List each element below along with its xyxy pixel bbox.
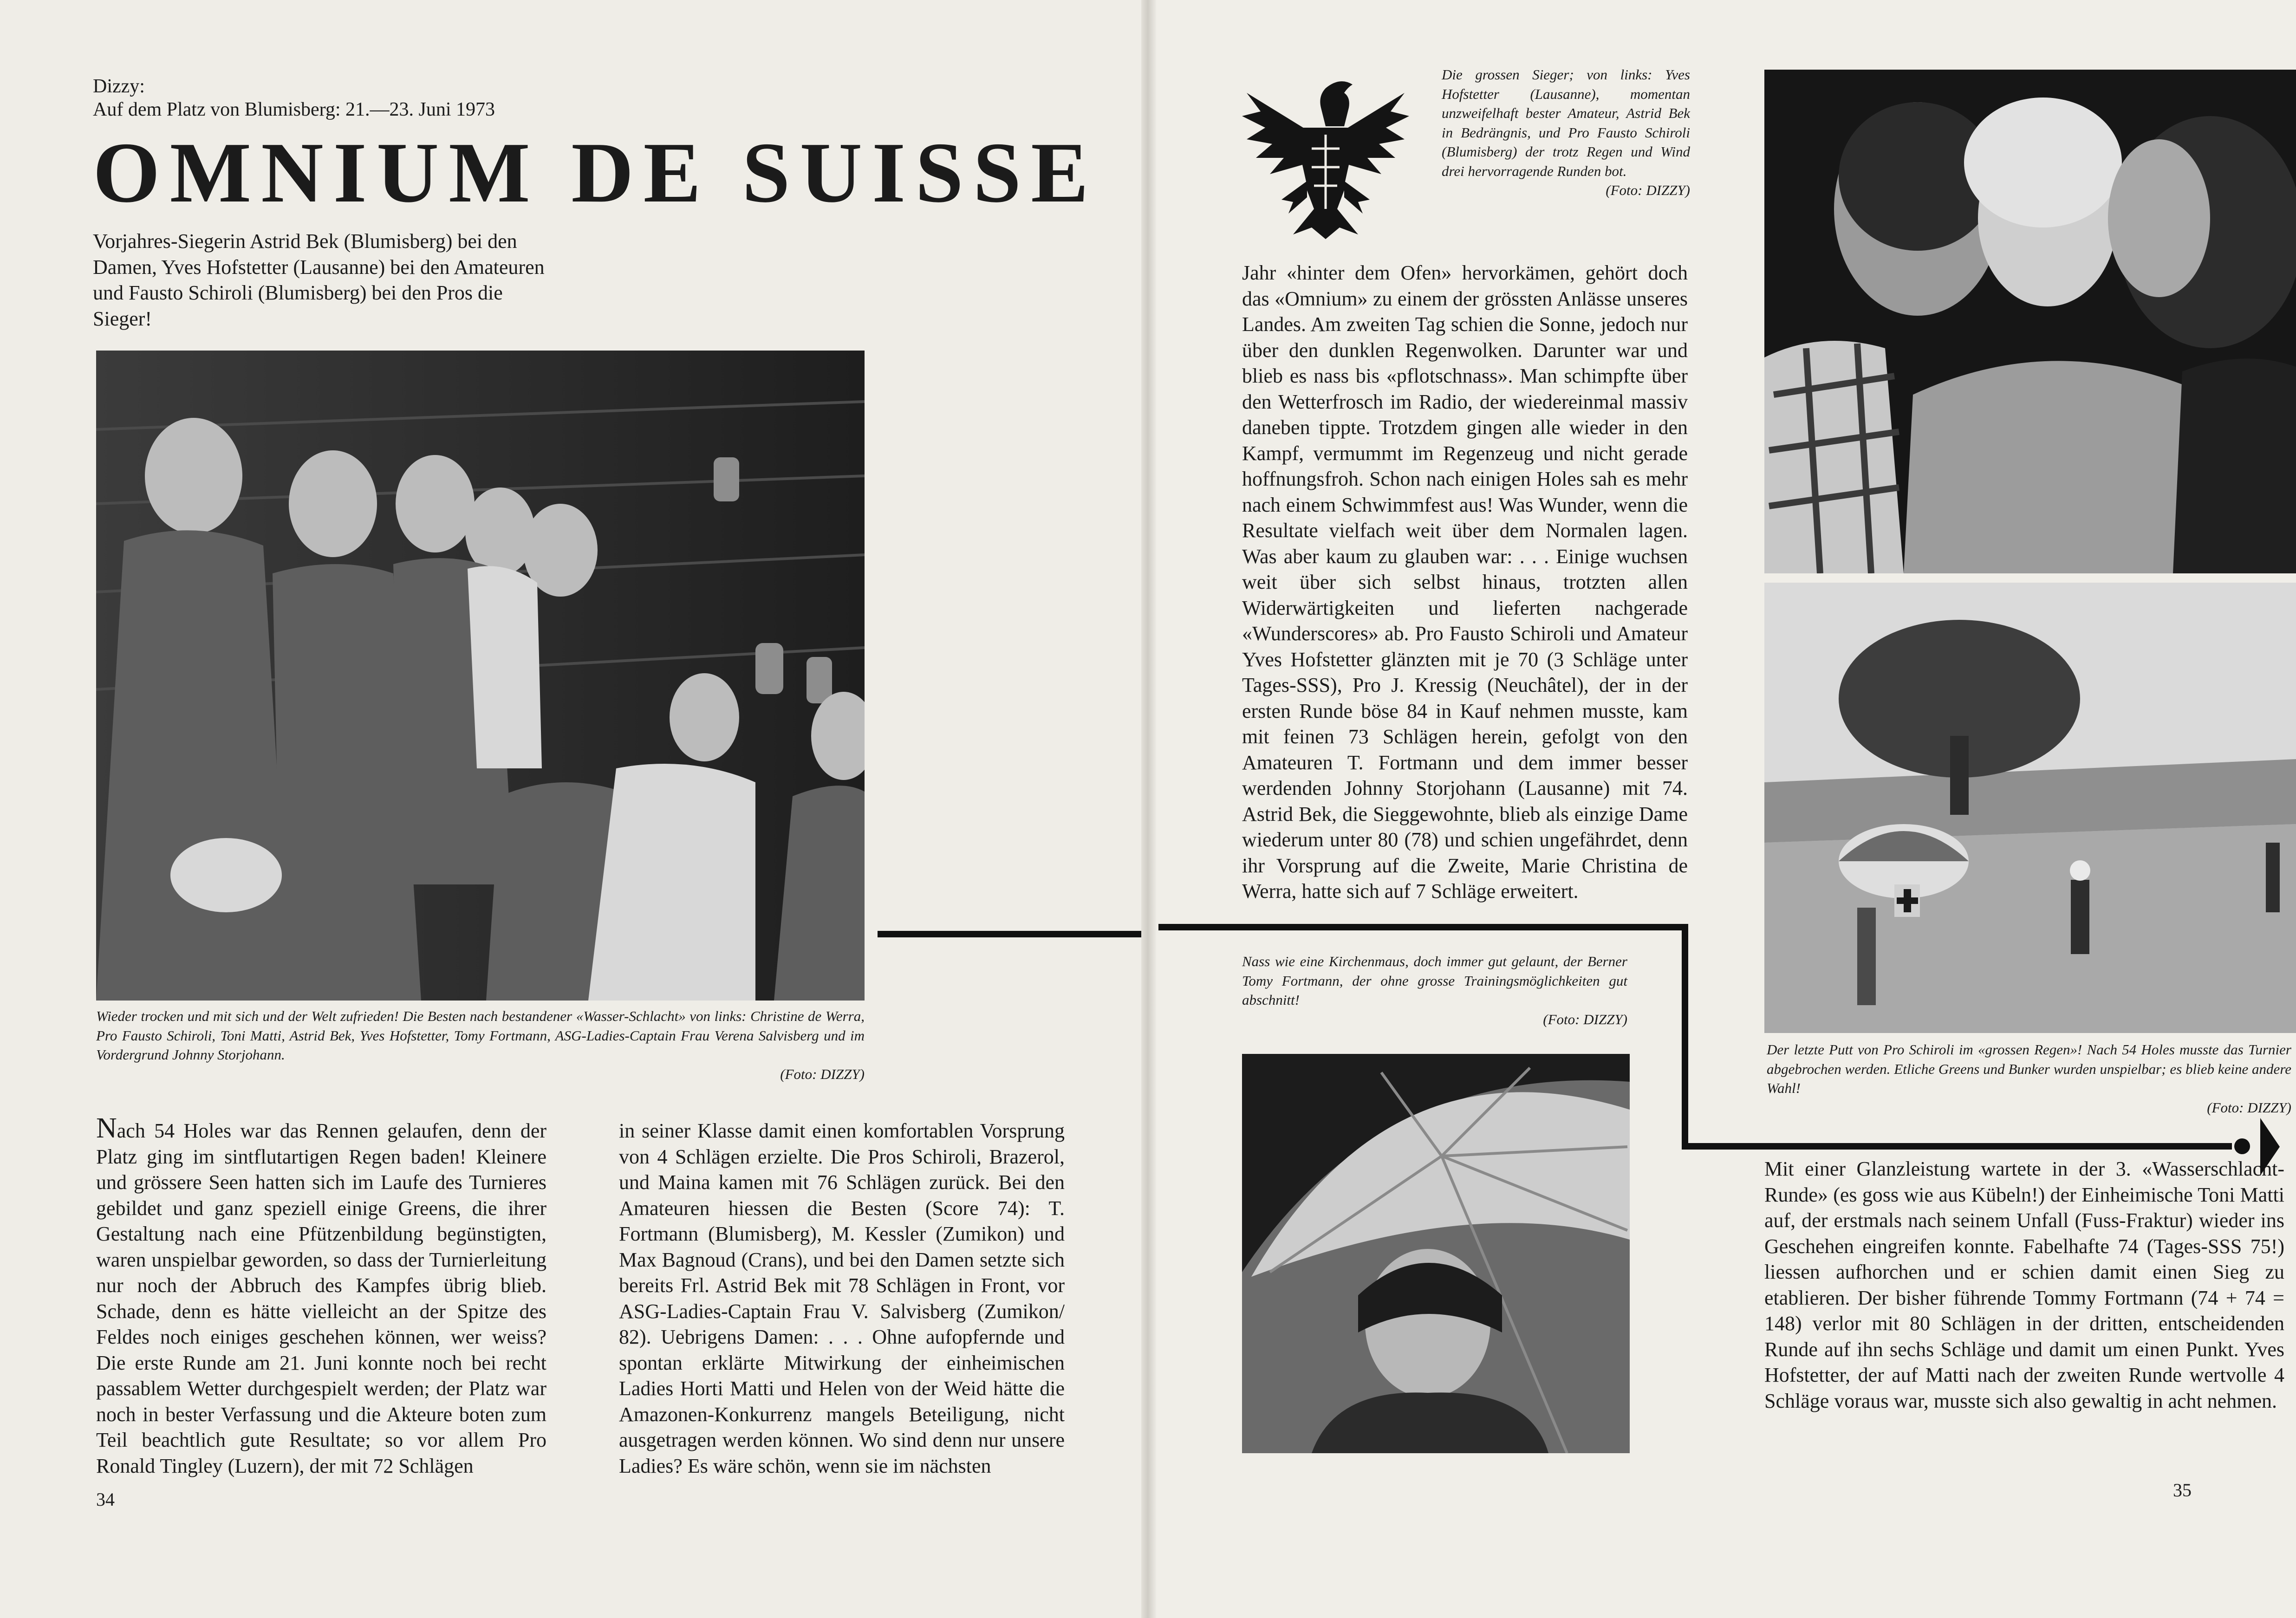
continue-dot: [2234, 1138, 2250, 1154]
body-bottom-right: Mit einer Glanzleistung wartete in der 3. «Wasserschlacht-Runde» (es goss wie aus Kübeln!) der Einheimische Toni Matti auf, der erstmals nach seinem Unfall (Fuss-Fraktur) wieder ins Geschehen eingreifen konnte. Fabelhafte 74 (Tages-SSS 75!) liessen aufhorchen und er schien damit einen Sieg zu etablieren. Der bisher führende Tommy Fortmann (74 + 74 = 148) verlor mit 80 Schlägen in der dritten, entscheidenden Runde auf ihn sechs Schläge und damit um einen Punkt. Yves Hofstetter, der auf Matti nach der zweiten Runde wertvolle 4 Schläge voraus war, musste sich also gewaltig in acht nehmen.: [1764, 1157, 2284, 1412]
winners-caption: [1442, 65, 1690, 200]
body-column-1-text: ach 54 Holes war das Rennen gelaufen, denn der Platz ging im sintflutartigen Regen baden! Kleinere und grössere Seen hatten sich im Laufe des Turnieres gebildet und ganz speziell einige Greens, die ihrer Gestaltung nach eine Pfützenbildung begünstigten, waren unspielbar geworden, so dass der Turnierleitung nur noch der Abbruch des Kampfes übrig blieb. Schade, denn es hätte vielleicht an der Spitze des Feldes noch einiges geschehen können, wer weiss? Die erste Runde am 21. Juni konnte noch bei recht passablem Wetter durchgespielt werden; der Platz war noch in bester Verfassung und die Akteure boten zum Teil beachtlich gute Resultate; so vor allem Pro Ronald Tingley (Luzern), der mit 72 Schlägen: [96, 1119, 546, 1477]
umbrella-photo: [1242, 1054, 1630, 1453]
continue-arrow-icon: [2260, 1118, 2280, 1176]
body-column-2: in seiner Klasse damit einen komfortablen Vorsprung von 4 Schlägen erzielte. Die Pros Schiroli, Brazerol, und Maina kamen mit 76 Schlägen zurück. Bei den Amateuren hiessen die Besten (Score 74): T. Fortmann (Blumisberg), M. Kessler (Zumikon) und Max Bagnoud (Crans), und bei den Damen setzte sich bereits Frl. Astrid Bek mit 78 Schlägen in Front, vor ASG-Ladies-Captain Frau V. Salvisberg (Zumikon/ 82). Uebrigens Damen: . . . Ohne aufopfernde und spontan erklärte Mitwirkung der einheimischen Ladies Horti Matti und Helen von der Weid hätte die Amazonen-Konkurrenz mangels Beteiligung, nicht ausgetragen werden können. Wo sind denn nur unsere Ladies? Es wäre schön, wenn sie im nächsten: [619, 1119, 1065, 1477]
winners-credit: (Foto: DIZZY): [1606, 182, 1690, 198]
kicker-author: Dizzy:: [93, 76, 145, 97]
team-photo: [96, 351, 865, 1001]
body-column-1: [96, 1112, 546, 1479]
connector-rule-bottom: [1682, 1143, 2232, 1150]
putting-green-photo: [1764, 583, 2296, 1033]
headline: OMNIUM DE SUISSE: [93, 125, 1099, 221]
kicker-dateline: Auf dem Platz von Blumisberg: 21.—23. Juni 1973: [93, 99, 495, 120]
putt-caption-text: Der letzte Putt von Pro Schiroli im «grossen Regen»! Nach 54 Holes musste das Turnier abgebrochen werden. Etliche Greens und Bunker wurden unspielbar; es blieb keine andere Wahl!: [1767, 1041, 2291, 1096]
drop-cap: N: [96, 1112, 117, 1144]
team-photo-caption: [96, 1007, 865, 1084]
putt-caption: [1767, 1040, 2291, 1117]
connector-rule-vertical: [1682, 924, 1688, 1149]
putt-credit: (Foto: DIZZY): [2207, 1099, 2291, 1116]
umbrella-caption-text: Nass wie eine Kirchenmaus, doch immer gut gelaunt, der Berner Tomy Fortmann, der ohne grosse Trainingsmöglichkeiten gut abschnitt!: [1242, 953, 1627, 1008]
lead-paragraph: Vorjahres-Siegerin Astrid Bek (Blumisberg) bei den Damen, Yves Hofstetter (Lausanne) bei den Amateuren und Fausto Schiroli (Blumisberg) bei den Pros die Sieger!: [93, 230, 545, 330]
team-photo-credit: (Foto: DIZZY): [780, 1066, 865, 1082]
body-main-right: Jahr «hinter dem Ofen» hervorkämen, gehört doch das «Omnium» zu einem der grössten Anlässe unseres Landes. Am zweiten Tag schien die Sonne, jedoch nur über den dunklen Regenwolken. Darunter war und blieb es nass bis «pflotschnass». Man schimpfte über den Wetterfrosch im Radio, der wiedereinmal massiv daneben tippte. Trotzdem gingen alle wieder in den Kampf, vermummt im Regenzeug und nicht gerade hoffnungsfroh. Schon nach einigen Holes sah es mehr nach einem Schwimmfest aus! Was Wunder, wenn die Resultate vielfach weit über dem Normalen lagen. Was aber kaum zu glauben war: . . . Einige wuchsen weit über sich selbst hinaus, trotzten allen Widerwärtigkeiten und lieferten nachgerade «Wunderscores» ab. Pro Fausto Schiroli und Amateur Yves Hofstetter glänzten mit je 70 (3 Schläge unter Tages-SSS), Pro J. Kressig (Neuchâtel), der in der ersten Runde böse 84 in Kauf nehmen musste, kam mit feinen 73 Schlägen herein, gefolgt von den Amateuren T. Fortmann und dem immer besser werdenden Johnny Storjohann (Lausanne) mit 74. Astrid Bek, die Sieggewohnte, blieb als einzige Dame wiederum unter 80 (78) und schien ungefährdet, denn ihr Vorsprung auf die Zweite, Marie Christina de Werra, hatte sich auf 7 Schläge erweitert.: [1242, 261, 1688, 903]
page-number-left: 34: [96, 1489, 115, 1510]
connector-rule-right: [1158, 924, 1685, 930]
eagle-crest-icon: [1237, 70, 1414, 241]
umbrella-credit: (Foto: DIZZY): [1543, 1011, 1627, 1027]
connector-rule-left: [878, 931, 1141, 937]
page-number-right: 35: [2173, 1480, 2192, 1501]
umbrella-caption: [1242, 952, 1627, 1029]
page-gutter: [1141, 0, 1156, 1618]
winners-photo: [1764, 70, 2296, 573]
team-photo-caption-text: Wieder trocken und mit sich und der Welt zufrieden! Die Besten nach bestandener «Wasser-Schlacht» von links: Christine de Werra, Pro Fausto Schiroli, Toni Matti, Astrid Bek, Yves Hofstetter, Tomy Fortmann, ASG-Ladies-Captain Frau Verena Salvisberg und im Vordergrund Johnny Storjohann.: [96, 1008, 865, 1063]
winners-caption-text: Die grossen Sieger; von links: Yves Hofstetter (Lausanne), momentan unzweifelhaft bester Amateur, Astrid Bek in Bedrängnis, und Pro Fausto Schiroli (Blumisberg) der trotz Regen und Wind drei hervorragende Runden bot.: [1442, 66, 1690, 179]
